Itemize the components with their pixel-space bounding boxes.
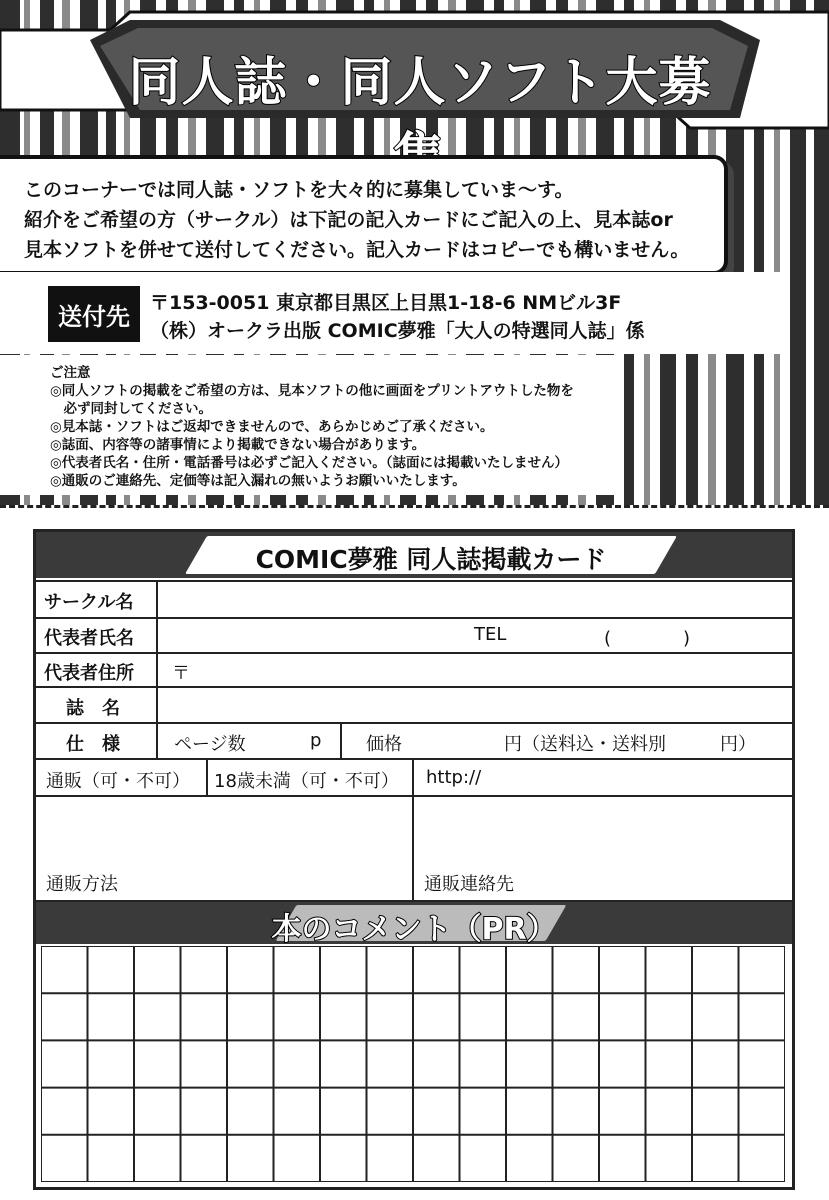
pages-label: ページ数 — [174, 734, 246, 755]
intro-line: 紹介をご希望の方（サークル）は下記の記入カードにご記入の上、見本誌or — [24, 209, 673, 231]
mail-method-field[interactable] — [40, 800, 408, 864]
mail-order-label[interactable]: 通販（可・不可） — [46, 771, 190, 792]
note-item: 必ず同封してください。 — [50, 401, 212, 417]
column-divider — [412, 758, 414, 900]
notes-heading: ご注意 — [50, 365, 91, 381]
price-label: 価格 — [366, 734, 402, 755]
circle-name-field[interactable] — [160, 584, 788, 614]
note-item: ◎通販のご連絡先、定価等は記入漏れの無いようお願いいたします。 — [50, 473, 466, 489]
column-divider — [156, 580, 158, 758]
price-detail: 円（送料込・送料別 円） — [504, 734, 756, 755]
row-divider — [36, 722, 792, 724]
row-divider — [36, 652, 792, 654]
postal-mark: 〒 — [172, 663, 190, 684]
mail-contact-label: 通販連絡先 — [424, 874, 514, 895]
tel-field[interactable]: ( ) — [604, 628, 691, 649]
card-title: COMIC夢雅 同人誌掲載カード — [255, 545, 607, 574]
column-divider — [340, 722, 342, 758]
entry-card — [33, 529, 795, 1190]
spec-label: 仕 様 — [66, 734, 120, 755]
column-divider — [206, 758, 208, 795]
tel-label: TEL — [474, 624, 507, 645]
row-divider — [36, 758, 792, 760]
rep-address-label: 代表者住所 — [44, 663, 134, 684]
row-divider — [36, 795, 792, 797]
note-item: ◎同人ソフトの掲載をご希望の方は、見本ソフトの他に画面をプリントアウトした物を — [50, 383, 574, 399]
circle-name-label: サークル名 — [44, 592, 134, 613]
row-divider — [36, 686, 792, 688]
notes-section — [0, 355, 620, 495]
intro-line: 見本ソフトを併せて送付してください。記入カードはコピーでも構いません。 — [24, 239, 690, 261]
url-label: http:// — [426, 767, 482, 788]
rep-address-field[interactable] — [196, 655, 786, 683]
mail-contact-field[interactable] — [418, 800, 788, 864]
row-divider — [36, 617, 792, 619]
row-divider — [36, 580, 792, 582]
intro-line: このコーナーでは同人誌・ソフトを大々的に募集していま～す。 — [24, 179, 574, 201]
pr-title: 本のコメント（PR） — [271, 912, 557, 947]
address-line: （株）オークラ出版 COMIC夢雅「大人の特選同人誌」係 — [150, 320, 645, 342]
note-item: ◎代表者氏名・住所・電話番号は必ずご記入ください。（誌面には掲載いたしません） — [50, 455, 569, 471]
rep-name-field[interactable] — [160, 620, 460, 650]
cut-line — [0, 505, 829, 508]
book-name-field[interactable] — [160, 690, 788, 720]
address-line: 〒153-0051 東京都目黒区上目黒1-18-6 NMビル3F — [150, 292, 622, 314]
note-item: ◎誌面、内容等の諸事情により掲載できない場合があります。 — [50, 437, 426, 453]
mail-method-label: 通販方法 — [46, 874, 118, 895]
age-limit-label[interactable]: 18歳未満（可・不可） — [214, 771, 399, 792]
note-item: ◎見本誌・ソフトはご返却できませんので、あらかじめご了承ください。 — [50, 419, 494, 435]
book-name-label: 誌 名 — [66, 698, 120, 719]
pages-unit: p — [310, 730, 322, 751]
page-title: 同人誌・同人ソフト大募 — [128, 53, 712, 113]
intro-box — [0, 155, 728, 275]
pr-comment-grid[interactable] — [41, 946, 785, 1182]
send-to-label: 送付先 — [48, 286, 140, 342]
rep-name-label: 代表者氏名 — [44, 628, 134, 649]
